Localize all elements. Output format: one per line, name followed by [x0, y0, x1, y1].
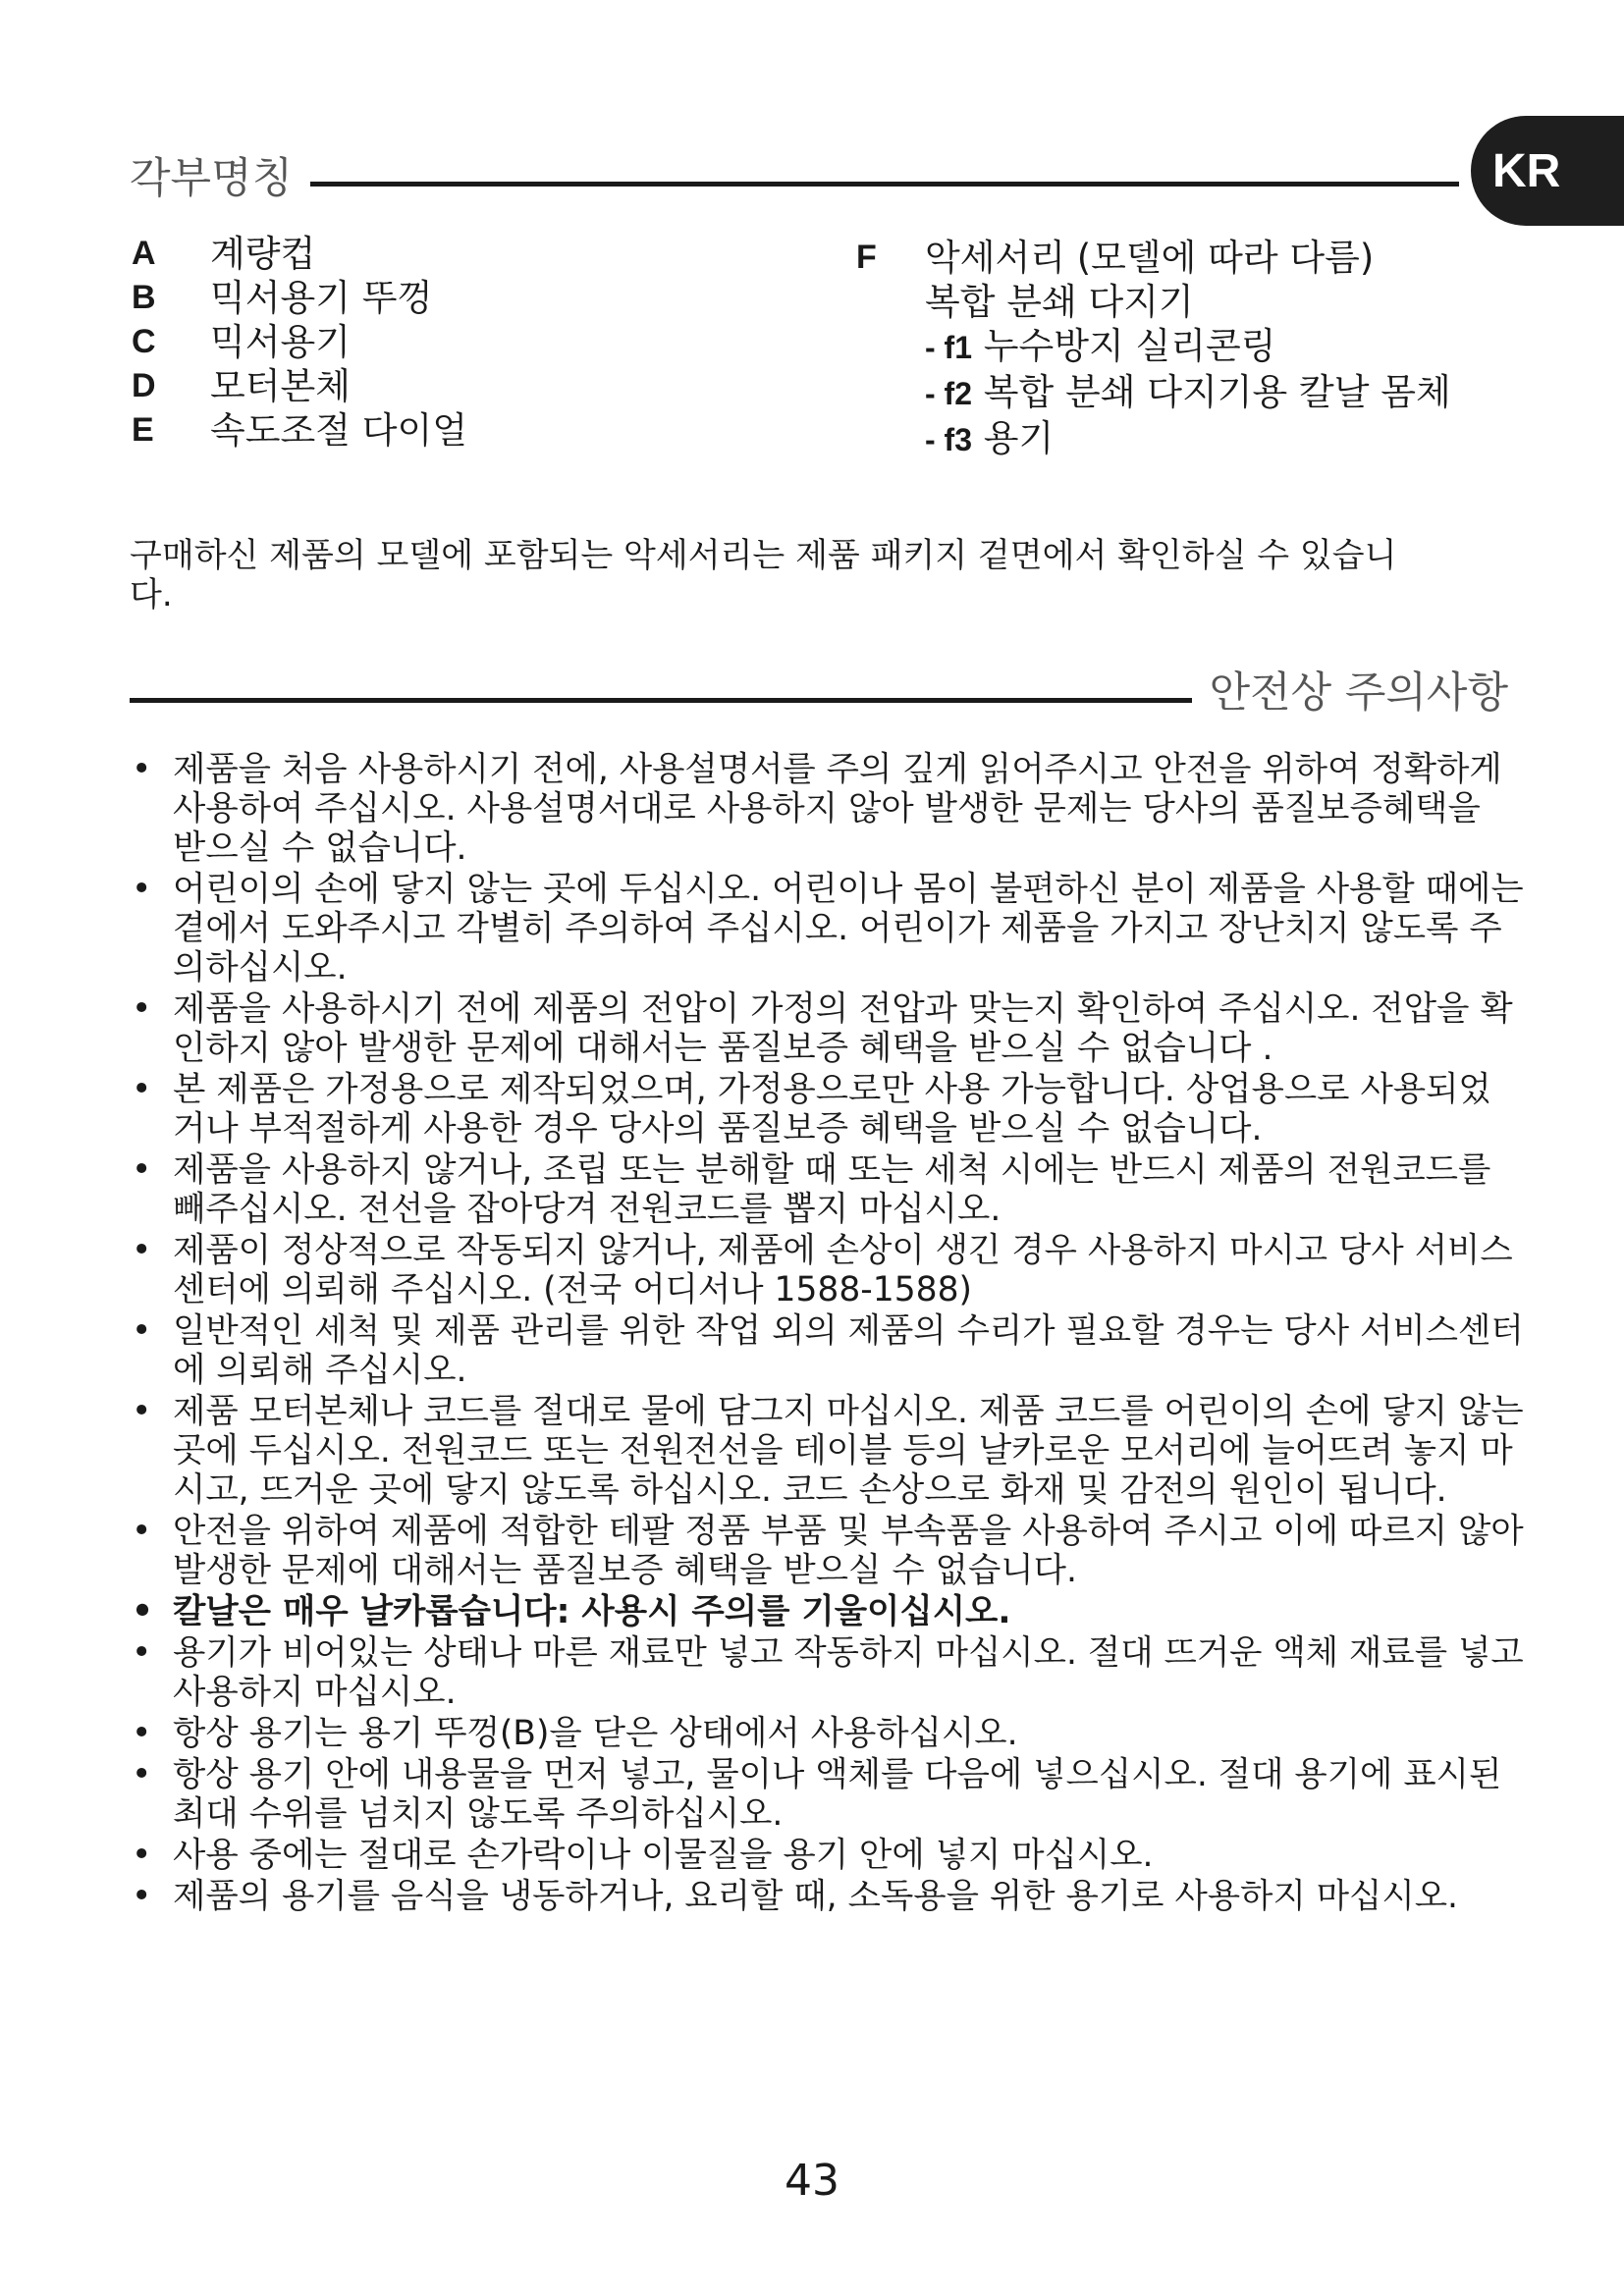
safety-heading-title: 안전상 주의사항	[1209, 667, 1508, 718]
accessory-subtitle: 복합 분쇄 다지기	[925, 281, 1194, 323]
accessory-item: - f1 누수방지 실리콘링	[925, 325, 1276, 367]
safety-item-warning: • 칼날은 매우 날카롭습니다: 사용시 주의를 기울이십시오.	[130, 1592, 1524, 1631]
accessory-header	[856, 236, 1524, 280]
safety-item: • 사용 중에는 절대로 손가락이나 이물질을 용기 안에 넣지 마십시오.	[130, 1836, 1524, 1875]
safety-heading	[130, 658, 1508, 721]
accessory-list	[856, 236, 1524, 462]
accessory-code: f3	[944, 422, 972, 457]
accessory-note: 구매하신 제품의 모델에 포함되는 악세서리는 제품 패키지 겉면에서 확인하실 수 있습니다.	[130, 536, 1397, 614]
safety-heading-rule	[130, 698, 1192, 703]
part-letter: C	[132, 323, 156, 360]
part-label: 믹서용기 뚜껑	[210, 277, 433, 319]
safety-item: • 제품이 정상적으로 작동되지 않거나, 제품에 손상이 생긴 경우 사용하지 마시고 당사 서비스센터에 의뢰해 주십시오. (전국 어디서나 1588-1588)	[130, 1231, 1524, 1309]
part-item	[132, 276, 819, 320]
accessory-item: - f2 복합 분쇄 다지기용 칼날 몸체	[925, 371, 1451, 413]
safety-item: • 항상 용기는 용기 뚜껑(B)을 닫은 상태에서 사용하십시오.	[130, 1714, 1524, 1753]
accessory-code: f2	[944, 376, 972, 411]
safety-item: • 제품을 사용하시기 전에 제품의 전압이 가정의 전압과 맞는지 확인하여 주십시오. 전압을 확인하지 않아 발생한 문제에 대해서는 품질보증 혜택을 받으실 수 없습니다 .	[130, 989, 1524, 1068]
parts-heading	[130, 145, 1459, 204]
part-item	[132, 232, 819, 276]
safety-item: • 일반적인 세척 및 제품 관리를 위한 작업 외의 제품의 수리가 필요할 경우는 당사 서비스센터에 의뢰해 주십시오.	[130, 1311, 1524, 1390]
part-item	[132, 408, 819, 453]
part-letter: D	[132, 367, 156, 404]
safety-list	[130, 750, 1524, 1918]
safety-item: • 제품 모터본체나 코드를 절대로 물에 담그지 마십시오. 제품 코드를 어린이의 손에 닿지 않는 곳에 두십시오. 전원코드 또는 전원전선을 테이블 등의 날카로운 모서리에 늘어뜨려 놓지 마시고, 뜨거운 곳에 닿지 않도록 하십시오. 코드 손상으로 화재 및 감전의 원인이 됩니다.	[130, 1392, 1524, 1510]
safety-item: • 안전을 위하여 제품에 적합한 테팔 정품 부품 및 부속품을 사용하여 주시고 이에 따르지 않아 발생한 문제에 대해서는 품질보증 혜택을 받으실 수 없습니다.	[130, 1512, 1524, 1590]
part-letter: B	[132, 279, 156, 316]
part-label: 믹서용기	[210, 321, 351, 363]
accessory-item: - f3 용기	[925, 417, 1055, 459]
language-tab: KR	[1471, 116, 1624, 226]
accessory-label: 복합 분쇄 다지기용 칼날 몸체	[983, 371, 1451, 413]
part-letter: E	[132, 411, 154, 449]
accessory-label: 누수방지 실리콘링	[983, 325, 1276, 367]
safety-item: • 제품을 처음 사용하시기 전에, 사용설명서를 주의 깊게 읽어주시고 안전을 위하여 정확하게 사용하여 주십시오. 사용설명서대로 사용하지 않아 발생한 문제는 당사의 품질보증혜택을 받으실 수 없습니다.	[130, 750, 1524, 868]
part-label: 속도조절 다이얼	[210, 409, 467, 452]
safety-item: • 어린이의 손에 닿지 않는 곳에 두십시오. 어린이나 몸이 불편하신 분이 제품을 사용할 때에는 곁에서 도와주시고 각별히 주의하여 주십시오. 어린이가 제품을 가지고 장난치지 않도록 주의하십시오.	[130, 870, 1524, 988]
part-letter: A	[132, 235, 156, 272]
part-label: 모터본체	[210, 365, 351, 407]
part-item	[132, 320, 819, 364]
safety-item: • 용기가 비어있는 상태나 마른 재료만 넣고 작동하지 마십시오. 절대 뜨거운 액체 재료를 넣고 사용하지 마십시오.	[130, 1633, 1524, 1712]
accessory-letter: F	[856, 239, 877, 276]
parts-heading-rule	[310, 182, 1459, 187]
part-label: 계량컵	[210, 233, 316, 275]
accessory-title: 악세서리 (모델에 따라 다름)	[925, 237, 1375, 279]
safety-item: • 항상 용기 안에 내용물을 먼저 넣고, 물이나 액체를 다음에 넣으십시오. 절대 용기에 표시된 최대 수위를 넘치지 않도록 주의하십시오.	[130, 1755, 1524, 1834]
accessory-code: f1	[944, 330, 972, 365]
safety-item: • 제품을 사용하지 않거나, 조립 또는 분해할 때 또는 세척 시에는 반드시 제품의 전원코드를 빼주십시오. 전선을 잡아당겨 전원코드를 뽑지 마십시오.	[130, 1150, 1524, 1229]
part-item	[132, 364, 819, 408]
safety-item: • 본 제품은 가정용으로 제작되었으며, 가정용으로만 사용 가능합니다. 상업용으로 사용되었거나 부적절하게 사용한 경우 당사의 품질보증 혜택을 받으실 수 없습니다.	[130, 1070, 1524, 1148]
safety-item: • 제품의 용기를 음식을 냉동하거나, 요리할 때, 소독용을 위한 용기로 사용하지 마십시오.	[130, 1877, 1524, 1916]
page-number: 43	[785, 2156, 839, 2206]
accessory-label: 용기	[983, 417, 1055, 459]
parts-list	[132, 232, 819, 453]
parts-heading-title: 각부명칭	[130, 153, 294, 203]
